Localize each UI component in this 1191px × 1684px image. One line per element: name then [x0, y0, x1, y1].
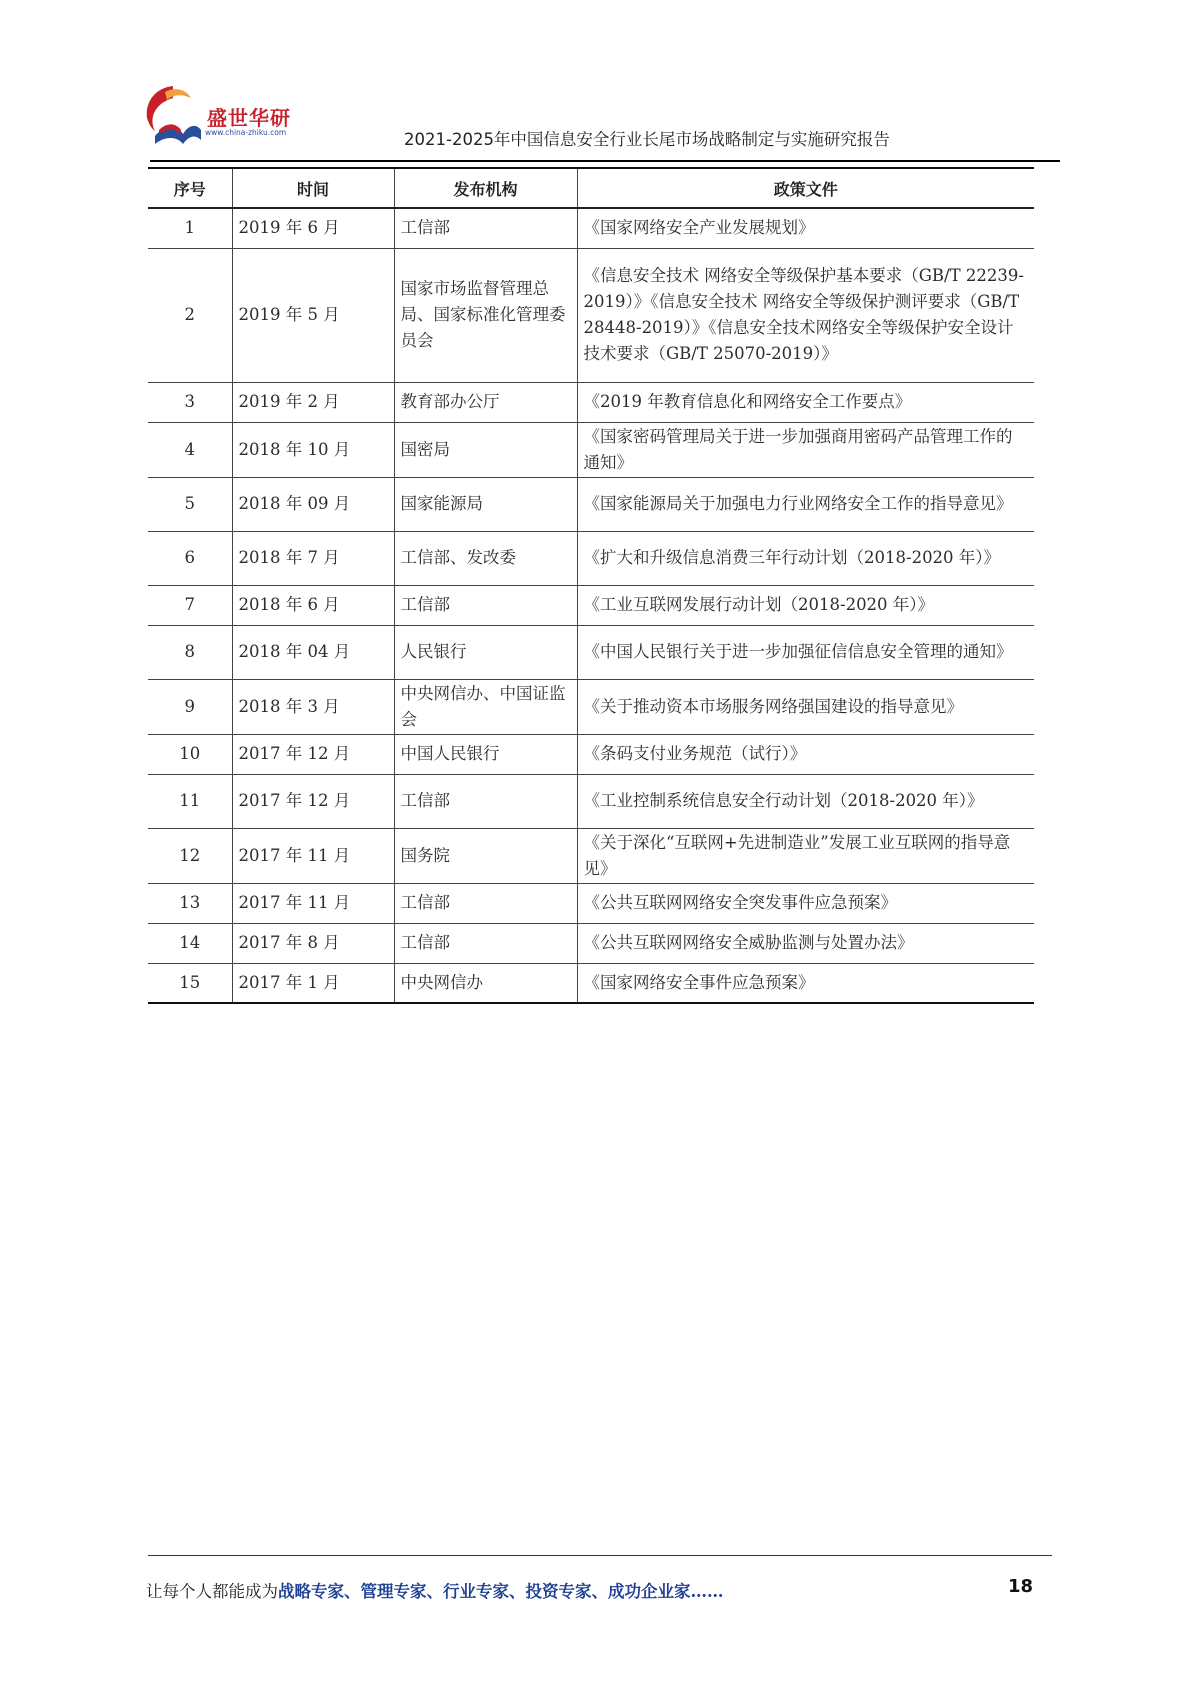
cell-org: 工信部	[394, 883, 577, 923]
cell-org: 国密局	[394, 422, 577, 477]
cell-org: 中央网信办	[394, 963, 577, 1003]
footer-slogan-prefix: 让每个人都能成为	[146, 1582, 278, 1601]
cell-index: 12	[148, 828, 232, 883]
policy-table	[148, 167, 1034, 1004]
cell-date: 2018 年 04 月	[232, 625, 394, 679]
table-row	[148, 679, 1034, 734]
cell-index: 10	[148, 734, 232, 774]
cell-date: 2018 年 3 月	[232, 679, 394, 734]
table-row	[148, 382, 1034, 422]
cell-date: 2017 年 11 月	[232, 883, 394, 923]
cell-doc: 《中国人民银行关于进一步加强征信信息安全管理的通知》	[577, 625, 1034, 679]
header-org: 发布机构	[394, 168, 577, 208]
table-row	[148, 828, 1034, 883]
cell-index: 7	[148, 585, 232, 625]
cell-index: 2	[148, 248, 232, 382]
cell-date: 2018 年 09 月	[232, 477, 394, 531]
cell-doc: 《扩大和升级信息消费三年行动计划（2018-2020 年）》	[577, 531, 1034, 585]
table-row	[148, 477, 1034, 531]
table-row	[148, 531, 1034, 585]
cell-date: 2017 年 1 月	[232, 963, 394, 1003]
cell-org: 国务院	[394, 828, 577, 883]
table-row	[148, 963, 1034, 1003]
cell-date: 2019 年 2 月	[232, 382, 394, 422]
cell-date: 2018 年 6 月	[232, 585, 394, 625]
cell-date: 2019 年 6 月	[232, 208, 394, 248]
table-row	[148, 734, 1034, 774]
footer-slogan-highlight: 战略专家、管理专家、行业专家、投资专家、成功企业家……	[278, 1582, 724, 1601]
cell-org: 工信部、发改委	[394, 531, 577, 585]
page-number: 18	[1008, 1576, 1034, 1597]
cell-org: 教育部办公厅	[394, 382, 577, 422]
header-date: 时间	[232, 168, 394, 208]
cell-doc: 《2019 年教育信息化和网络安全工作要点》	[577, 382, 1034, 422]
cell-index: 15	[148, 963, 232, 1003]
cell-date: 2017 年 12 月	[232, 774, 394, 828]
table-header-row	[148, 168, 1034, 208]
company-logo	[143, 84, 323, 150]
cell-date: 2017 年 11 月	[232, 828, 394, 883]
cell-org: 工信部	[394, 208, 577, 248]
cell-org: 工信部	[394, 923, 577, 963]
cell-date: 2017 年 8 月	[232, 923, 394, 963]
cell-org: 国家市场监督管理总局、国家标准化管理委员会	[394, 248, 577, 382]
cell-index: 4	[148, 422, 232, 477]
logo-name: 盛世华研	[207, 106, 291, 130]
header-divider	[150, 160, 1060, 162]
cell-doc: 《公共互联网网络安全威胁监测与处置办法》	[577, 923, 1034, 963]
table-row	[148, 774, 1034, 828]
cell-index: 8	[148, 625, 232, 679]
cell-index: 1	[148, 208, 232, 248]
cell-index: 6	[148, 531, 232, 585]
cell-index: 3	[148, 382, 232, 422]
table-row	[148, 248, 1034, 382]
cell-index: 5	[148, 477, 232, 531]
cell-org: 人民银行	[394, 625, 577, 679]
table-row	[148, 883, 1034, 923]
cell-date: 2018 年 7 月	[232, 531, 394, 585]
cell-org: 工信部	[394, 774, 577, 828]
table-row	[148, 208, 1034, 248]
cell-date: 2019 年 5 月	[232, 248, 394, 382]
report-title: 2021-2025年中国信息安全行业长尾市场战略制定与实施研究报告	[404, 130, 890, 149]
cell-index: 11	[148, 774, 232, 828]
cell-doc: 《信息安全技术 网络安全等级保护基本要求（GB/T 22239-2019）》《信息安全技术 网络安全等级保护测评要求（GB/T 28448-2019）》《信息安全技术网络安全等级保护安全设计技术要求（GB/T 25070-2019）》	[577, 248, 1034, 382]
cell-doc: 《国家网络安全事件应急预案》	[577, 963, 1034, 1003]
logo-url: www.china-zhiku.com	[205, 128, 287, 137]
cell-doc: 《国家密码管理局关于进一步加强商用密码产品管理工作的通知》	[577, 422, 1034, 477]
cell-org: 中央网信办、中国证监会	[394, 679, 577, 734]
table-row	[148, 422, 1034, 477]
header-doc: 政策文件	[577, 168, 1034, 208]
cell-index: 14	[148, 923, 232, 963]
cell-doc: 《国家网络安全产业发展规划》	[577, 208, 1034, 248]
header-index: 序号	[148, 168, 232, 208]
cell-doc: 《条码支付业务规范（试行）》	[577, 734, 1034, 774]
cell-doc: 《工业互联网发展行动计划（2018-2020 年）》	[577, 585, 1034, 625]
table-row	[148, 923, 1034, 963]
open-book-logo-icon	[143, 84, 203, 150]
cell-index: 9	[148, 679, 232, 734]
cell-org: 国家能源局	[394, 477, 577, 531]
table-row	[148, 585, 1034, 625]
cell-index: 13	[148, 883, 232, 923]
footer-slogan	[146, 1578, 724, 1602]
footer-divider	[148, 1555, 1052, 1556]
table-row	[148, 625, 1034, 679]
cell-date: 2017 年 12 月	[232, 734, 394, 774]
cell-org: 工信部	[394, 585, 577, 625]
cell-doc: 《关于深化“互联网+先进制造业”发展工业互联网的指导意见》	[577, 828, 1034, 883]
cell-doc: 《工业控制系统信息安全行动计划（2018-2020 年）》	[577, 774, 1034, 828]
cell-doc: 《国家能源局关于加强电力行业网络安全工作的指导意见》	[577, 477, 1034, 531]
cell-doc: 《关于推动资本市场服务网络强国建设的指导意见》	[577, 679, 1034, 734]
cell-doc: 《公共互联网网络安全突发事件应急预案》	[577, 883, 1034, 923]
cell-org: 中国人民银行	[394, 734, 577, 774]
cell-date: 2018 年 10 月	[232, 422, 394, 477]
